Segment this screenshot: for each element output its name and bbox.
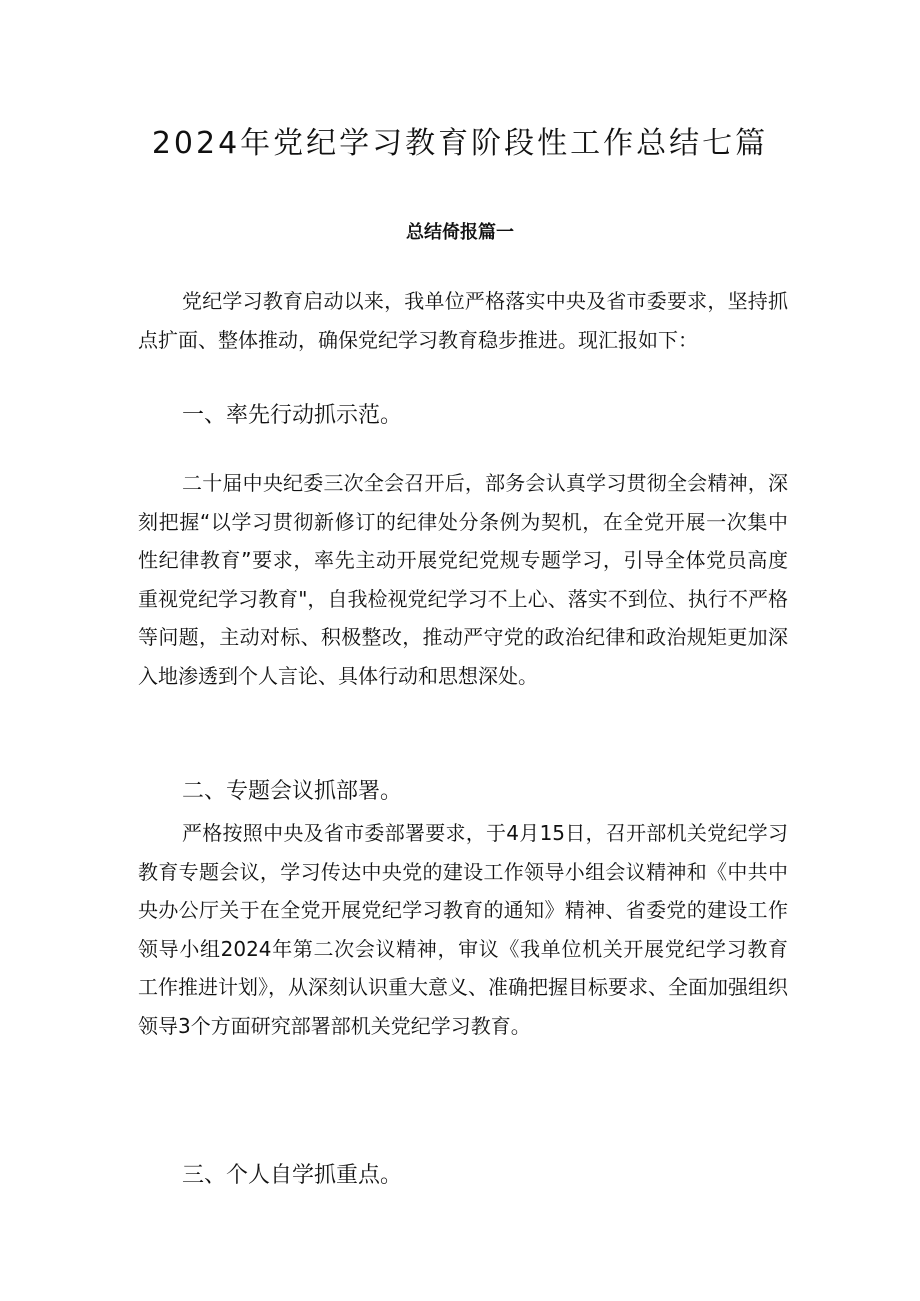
document-title: 2024年党纪学习教育阶段性工作总结七篇 xyxy=(151,126,769,161)
section-heading-3: 三、个人自学抓重点。 xyxy=(182,1163,403,1188)
section-heading-1: 一、率先行动抓示范。 xyxy=(182,403,403,428)
intro-paragraph: 党纪学习教育启动以来，我单位严格落实中央及省市委要求，坚持抓点扩面、整体推动，确保党纪学习教育稳步推进。现汇报如下： xyxy=(138,289,788,352)
section-heading-2: 二、专题会议抓部署。 xyxy=(182,779,403,804)
section-body-1: 二十届中央纪委三次全会召开后，部务会认真学习贯彻全会精神，深刻把握“以学习贯彻新修订的纪律处分条例为契机，在全党开展一次集中性纪律教育”要求，率先主动开展党纪党规专题学习，引导全体党员高度重视党纪学习教育"，自我检视党纪学习不上心、落实不到位、执行不严格等问题，主动对标、积极整改，推动严守党的政治纪律和政治规矩更加深入地渗透到个人言论、具体行动和思想深处。 xyxy=(138,471,788,688)
section-body-2: 严格按照中央及省市委部署要求，于4月15日，召开部机关党纪学习教育专题会议，学习传达中央党的建设工作领导小组会议精神和《中共中央办公厅关于在全党开展党纪学习教育的通知》精神、省委党的建设工作领导小组2024年第二次会议精神，审议《我单位机关开展党纪学习教育工作推进计划》，从深刻认识重大意义、准确把握目标要求、全面加强组织领导3个方面研究部署部机关党纪学习教育。 xyxy=(138,821,788,1038)
document-subtitle: 总结倚报篇一 xyxy=(406,222,514,243)
